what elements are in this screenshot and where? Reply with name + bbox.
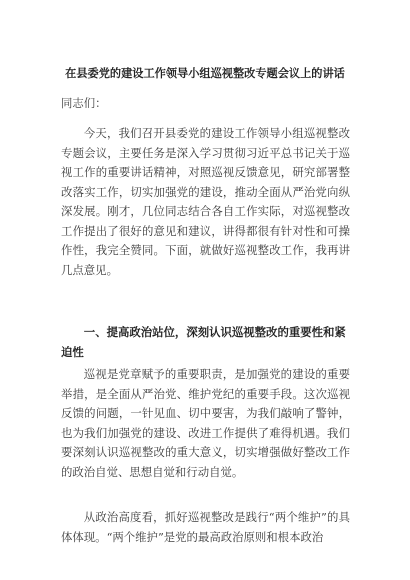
section-heading: 一、提高政治站位，深刻认识巡视整改的重要性和紧迫性	[61, 325, 346, 359]
paragraph-inspection-role: 巡视是党章赋予的重要职责，是加强党的建设的重要举措，是全面从严治党、维护党纪的重要手段。这次巡视反馈的问题，一针见血、切中要害，为我们敲响了警钟，也为我们加强党的建设、改进工作提供了难得机遇。我们要深刻认识巡视整改的重大意义，切实增强做好整改工作的政治自觉、思想自觉和行动自觉。	[61, 367, 350, 479]
paragraph-political-height: 从政治高度看，抓好巡视整改是践行“两个维护”的具体体现。“两个维护”是党的最高政治原则和根本政治	[61, 510, 350, 544]
salutation: 同志们：	[61, 96, 107, 110]
document-title: 在县委党的建设工作领导小组巡视整改专题会议上的讲话	[65, 67, 345, 80]
paragraph-opening: 今天，我们召开县委党的建设工作领导小组巡视整改专题会议，主要任务是深入学习贯彻习近平总书记关于巡视工作的重要讲话精神，对照巡视反馈意见，研究部署整改落实工作，切实加强党的建设，推动全面从严治党向纵深发展。刚才，几位同志结合各自工作实际，对巡视整改工作提出了很好的意见和建议，讲得都很有针对性和可操作性，我完全赞同。下面，就做好巡视整改工作，我再讲几点意见。	[61, 126, 350, 277]
